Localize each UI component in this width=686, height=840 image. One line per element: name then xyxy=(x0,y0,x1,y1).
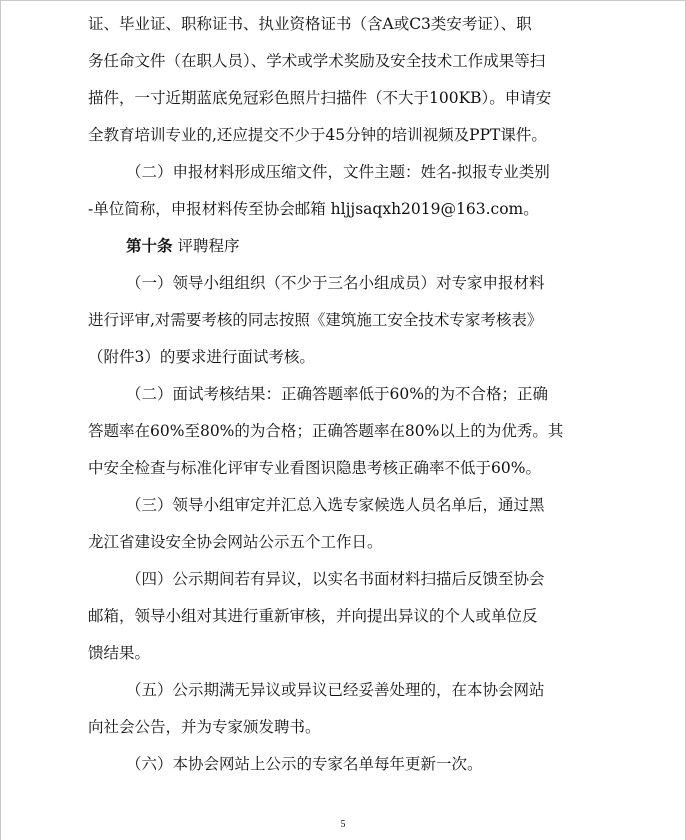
text-line-4: 全教育培训专业的,还应提交不少于45分钟的培训视频及PPT课件。 xyxy=(88,126,547,144)
item-2-line-3: 中安全检查与标准化评审专业看图识隐患考核正确率不低于60%。 xyxy=(88,459,541,477)
item-5-line-2: 向社会公告，并为专家颁发聘书。 xyxy=(88,718,321,736)
item-2-line-2: 答题率在60%至80%的为合格；正确答题率在80%以上的为优秀。其 xyxy=(88,422,564,440)
text-line-2: 务任命文件（在职人员）、学术或学术奖励及安全技术工作成果等扫 xyxy=(88,52,546,70)
item-2-line-1: （二）面试考核结果：正确答题率低于60%的为不合格；正确 xyxy=(126,385,548,403)
article-10-heading xyxy=(0,230,686,262)
item-1-line-1: （一）领导小组组织（不少于三名小组成员）对专家申报材料 xyxy=(126,274,545,292)
item-6-line-1: （六）本协会网站上公示的专家名单每年更新一次。 xyxy=(126,755,483,773)
item-1-line-2: 进行评审,对需要考核的同志按照《建筑施工安全技术专家考核表》 xyxy=(88,311,543,329)
paragraph-2-line-2: -单位简称，申报材料传至协会邮箱 hljjsaqxh2019@163.com。 xyxy=(88,200,539,218)
page-border-top xyxy=(0,0,686,1)
paragraph-2-line-1: （二）申报材料形成压缩文件，文件主题：姓名-拟报专业类别 xyxy=(126,163,550,181)
item-3-line-1: （三）领导小组审定并汇总入选专家候选人员名单后，通过黑 xyxy=(126,496,545,514)
item-4-line-1: （四）公示期间若有异议，以实名书面材料扫描后反馈至协会 xyxy=(126,570,545,588)
item-1-line-3: （附件3）的要求进行面试考核。 xyxy=(88,348,315,366)
item-5-line-1: （五）公示期满无异议或异议已经妥善处理的，在本协会网站 xyxy=(126,681,545,699)
text-line-3: 描件，一寸近期蓝底免冠彩色照片扫描件（不大于100KB）。申请安 xyxy=(88,89,552,107)
item-3-line-2: 龙江省建设安全协会网站公示五个工作日。 xyxy=(88,533,383,551)
article-label: 第十条 xyxy=(126,236,173,255)
item-4-line-3: 馈结果。 xyxy=(88,644,151,662)
article-title: 评聘程序 xyxy=(177,237,240,255)
page-number: 5 xyxy=(340,819,346,830)
text-line-1: 证、毕业证、职称证书、执业资格证书（含A或C3类安考证）、职 xyxy=(88,15,532,33)
item-4-line-2: 邮箱，领导小组对其进行重新审核，并向提出异议的个人或单位反 xyxy=(88,607,538,625)
